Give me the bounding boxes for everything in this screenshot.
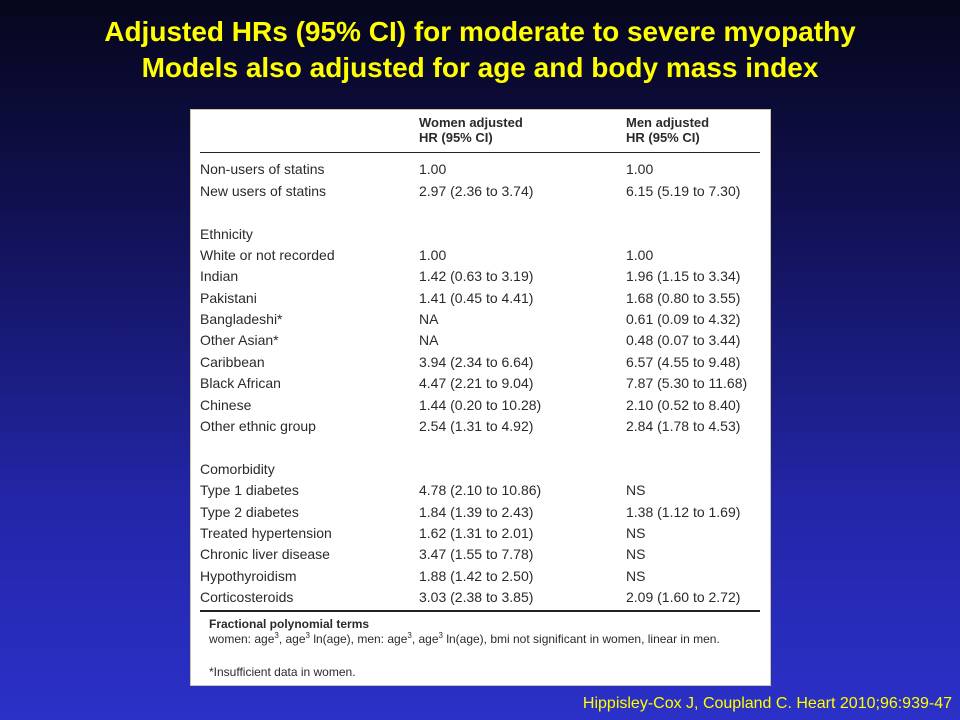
fn-exp-4: 3 [438, 631, 443, 640]
men-hr: NS [626, 525, 646, 541]
header-men-line-1: Men adjusted [626, 115, 710, 130]
women-hr: 1.88 (1.42 to 2.50) [419, 568, 534, 584]
row-label: Chronic liver disease [200, 546, 330, 562]
women-hr: 2.97 (2.36 to 3.74) [419, 183, 534, 199]
fn-comma-age-2: , age [411, 632, 439, 646]
table-row [191, 566, 770, 586]
table-row [191, 502, 770, 522]
hazard-ratio-table [190, 109, 771, 686]
men-hr: 7.87 (5.30 to 11.68) [626, 375, 748, 391]
women-hr: 1.00 [419, 247, 447, 263]
header-women-line-2: HR (95% CI) [419, 130, 493, 145]
fn-ln-tail: ln(age), bmi not significant in women, linear in men. [442, 632, 720, 646]
fn-exp-1: 3 [274, 631, 279, 640]
women-hr: 4.47 (2.21 to 9.04) [419, 375, 534, 391]
section-heading-comorbidity [191, 459, 770, 479]
row-label: Pakistani [200, 290, 257, 306]
men-hr: 1.38 (1.12 to 1.69) [626, 504, 741, 520]
row-label: Type 1 diabetes [200, 482, 299, 498]
women-hr: NA [419, 311, 439, 327]
table-row [191, 266, 770, 286]
row-label: Ethnicity [200, 226, 253, 242]
row-label: Hypothyroidism [200, 568, 297, 584]
table-row [191, 587, 770, 607]
footnote-insufficient-data: *Insufficient data in women. [209, 665, 356, 679]
footnote-polynomial-terms [209, 632, 764, 646]
men-hr: 6.57 (4.55 to 9.48) [626, 354, 741, 370]
women-hr: 1.41 (0.45 to 4.41) [419, 290, 534, 306]
women-hr: 1.84 (1.39 to 2.43) [419, 504, 534, 520]
fn-comma-age: , age [278, 632, 306, 646]
title-line-1: Adjusted HRs (95% CI) for moderate to severe myopathy [104, 16, 856, 47]
row-label: Comorbidity [200, 461, 275, 477]
women-hr: 1.44 (0.20 to 10.28) [419, 397, 542, 413]
men-hr: 2.09 (1.60 to 2.72) [626, 589, 741, 605]
men-hr: 2.10 (0.52 to 8.40) [626, 397, 741, 413]
table-row [191, 416, 770, 436]
table-row [191, 181, 770, 201]
table-row [191, 480, 770, 500]
table-row [191, 330, 770, 350]
men-hr: NS [626, 546, 646, 562]
title-line-2: Models also adjusted for age and body mass index [141, 52, 819, 83]
men-hr: 0.48 (0.07 to 3.44) [626, 332, 741, 348]
section-heading-ethnicity [191, 224, 770, 244]
men-hr: 6.15 (5.19 to 7.30) [626, 183, 741, 199]
women-hr: 3.03 (2.38 to 3.85) [419, 589, 534, 605]
men-hr: NS [626, 482, 646, 498]
table-row [191, 395, 770, 415]
women-hr: 3.47 (1.55 to 7.78) [419, 546, 534, 562]
fn-exp-3: 3 [407, 631, 412, 640]
row-label: Type 2 diabetes [200, 504, 299, 520]
table-row [191, 352, 770, 372]
men-hr: 1.00 [626, 247, 654, 263]
row-label: Chinese [200, 397, 252, 413]
row-label: Caribbean [200, 354, 265, 370]
women-hr: 2.54 (1.31 to 4.92) [419, 418, 534, 434]
table-row [191, 523, 770, 543]
men-hr: 0.61 (0.09 to 4.32) [626, 311, 741, 327]
men-hr: 2.84 (1.78 to 4.53) [626, 418, 741, 434]
footer-rule [200, 610, 760, 612]
women-hr: NA [419, 332, 439, 348]
fn-exp-2: 3 [305, 631, 310, 640]
women-hr: 1.42 (0.63 to 3.19) [419, 268, 534, 284]
men-hr: 1.00 [626, 161, 654, 177]
header-men-line-2: HR (95% CI) [626, 130, 700, 145]
footnote-heading: Fractional polynomial terms [209, 617, 370, 631]
row-label: Other ethnic group [200, 418, 316, 434]
row-label: New users of statins [200, 183, 327, 199]
women-hr: 1.62 (1.31 to 2.01) [419, 525, 534, 541]
row-label: Corticosteroids [200, 589, 294, 605]
row-label: Indian [200, 268, 239, 284]
row-label: Other Asian* [200, 332, 279, 348]
men-hr: 1.96 (1.15 to 3.34) [626, 268, 741, 284]
women-hr: 3.94 (2.34 to 6.64) [419, 354, 534, 370]
header-men [626, 115, 709, 145]
header-women [419, 115, 523, 145]
row-label: Bangladeshi* [200, 311, 283, 327]
slide-title [0, 14, 960, 86]
table-row [191, 544, 770, 564]
table-row [191, 288, 770, 308]
fn-women-prefix: women: age [209, 632, 275, 646]
header-rule [200, 152, 760, 153]
table-row [191, 159, 770, 179]
table-row [191, 373, 770, 393]
women-hr: 4.78 (2.10 to 10.86) [419, 482, 542, 498]
row-label: Non-users of statins [200, 161, 325, 177]
citation: Hippisley-Cox J, Coupland C. Heart 2010;96:939-47 [582, 695, 952, 712]
men-hr: NS [626, 568, 646, 584]
men-hr: 1.68 (0.80 to 3.55) [626, 290, 741, 306]
table-row [191, 309, 770, 329]
row-label: Treated hypertension [200, 525, 332, 541]
row-label: Black African [200, 375, 281, 391]
table-row [191, 245, 770, 265]
row-label: White or not recorded [200, 247, 335, 263]
fn-ln-men: ln(age), men: age [309, 632, 408, 646]
header-women-line-1: Women adjusted [419, 115, 523, 130]
women-hr: 1.00 [419, 161, 447, 177]
